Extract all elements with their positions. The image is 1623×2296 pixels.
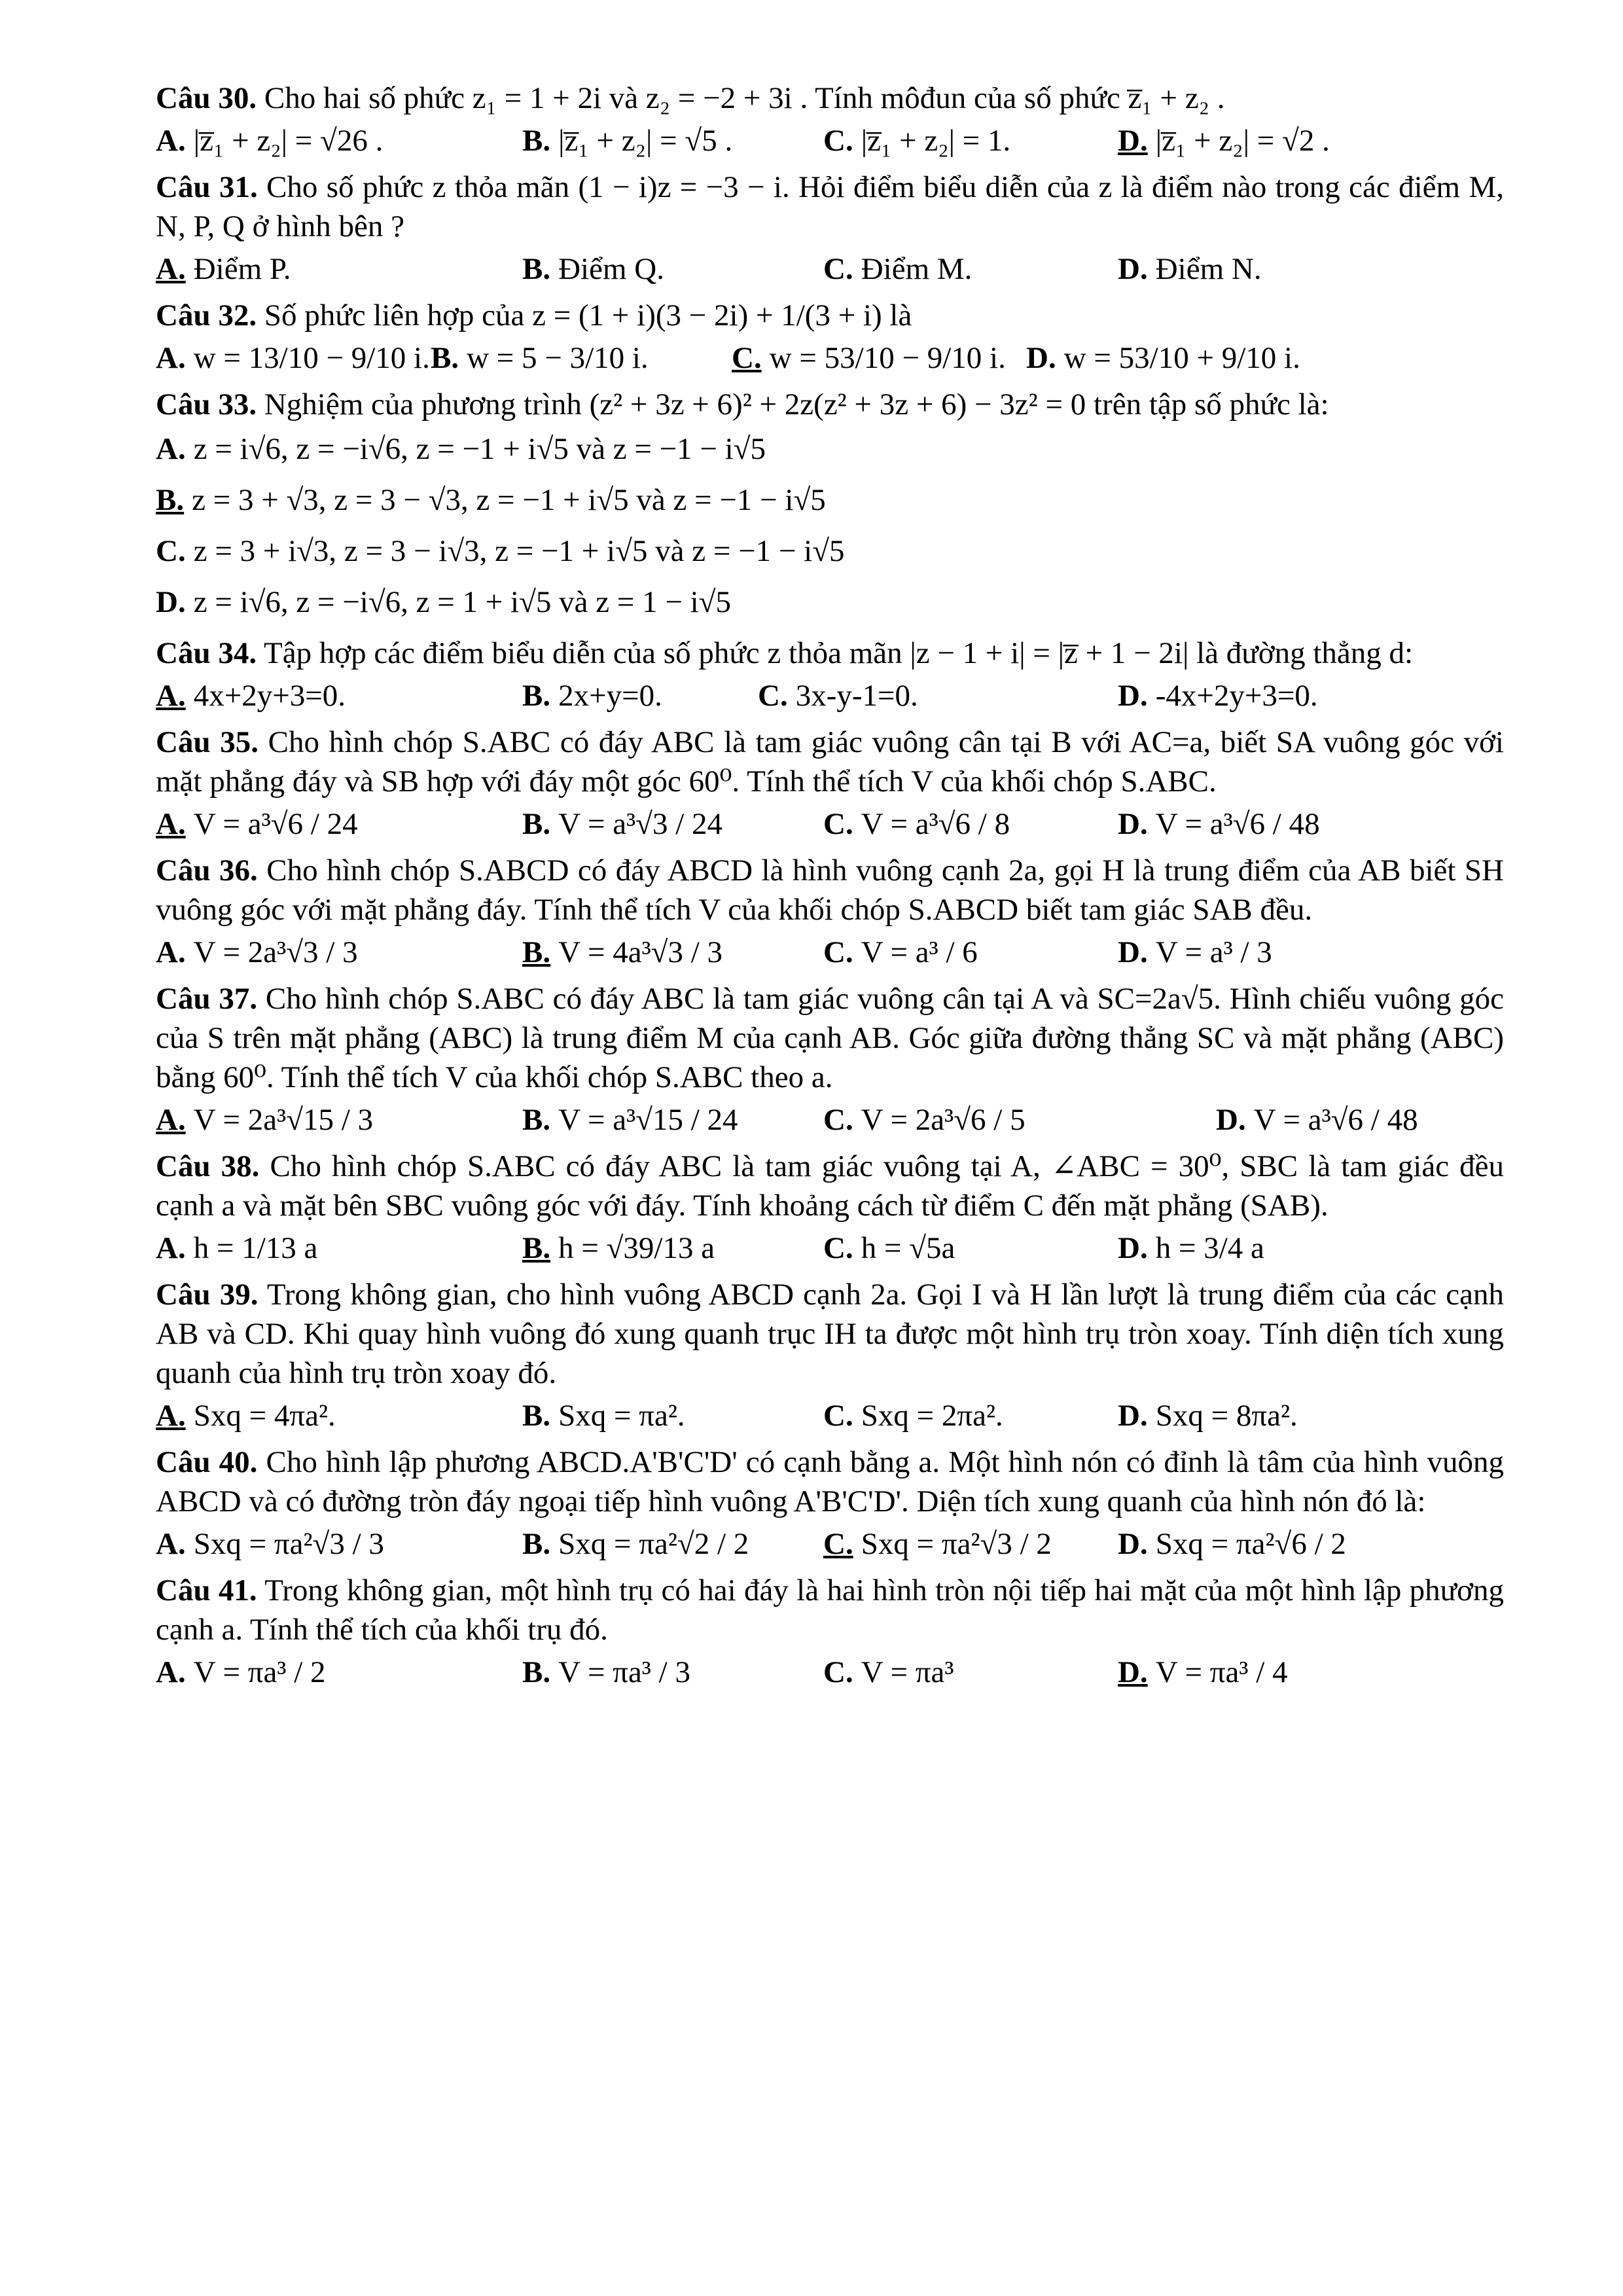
option-a[interactable]: A. z = i√6, z = −i√6, z = −1 + i√5 và z = −1 − i√5 bbox=[156, 432, 766, 466]
option-c[interactable]: C. |z̅₁ + z₂| = 1. bbox=[823, 124, 1011, 158]
options-30 bbox=[156, 120, 1504, 161]
option-a[interactable]: A. V = πa³ / 2 bbox=[156, 1655, 326, 1689]
question-label: Câu 35. bbox=[156, 725, 259, 759]
question-40 bbox=[156, 1443, 1504, 1521]
option-d[interactable]: D. V = a³√6 / 48 bbox=[1118, 807, 1320, 841]
options-32 bbox=[156, 338, 1504, 378]
option-d[interactable]: D. |z̅₁ + z₂| = √2 . bbox=[1118, 124, 1330, 158]
options-40 bbox=[156, 1524, 1504, 1564]
options-38 bbox=[156, 1228, 1504, 1268]
question-text: Cho hình lập phương ABCD.A'B'C'D' có cạnh bằng a. Một hình nón có đỉnh là tâm của hình vuông ABCD và có đường tròn đáy ngoại tiếp hình vuông A'B'C'D'. Diện tích xung quanh của hình nón đó là: bbox=[156, 1445, 1504, 1518]
options-36 bbox=[156, 932, 1504, 973]
option-a[interactable]: A. |z̅₁ + z₂| = √26 . bbox=[156, 124, 383, 158]
question-31 bbox=[156, 168, 1504, 246]
question-30 bbox=[156, 79, 1504, 118]
option-b[interactable]: B. w = 5 − 3/10 i. bbox=[431, 341, 649, 375]
option-d[interactable]: D. Sxq = πa²√6 / 2 bbox=[1118, 1527, 1346, 1561]
question-35 bbox=[156, 723, 1504, 801]
option-c[interactable]: C. 3x-y-1=0. bbox=[758, 679, 918, 713]
option-d[interactable]: D. z = i√6, z = −i√6, z = 1 + i√5 và z = 1 − i√5 bbox=[156, 585, 731, 619]
option-c[interactable]: C. z = 3 + i√3, z = 3 − i√3, z = −1 + i√5 và z = −1 − i√5 bbox=[156, 534, 845, 568]
option-c[interactable]: C. h = √5a bbox=[823, 1231, 955, 1265]
option-b[interactable]: B. V = πa³ / 3 bbox=[522, 1655, 690, 1689]
question-label: Câu 34. bbox=[156, 636, 257, 670]
option-c[interactable]: C. Sxq = 2πa². bbox=[823, 1399, 1003, 1433]
question-label: Câu 30. bbox=[156, 81, 257, 115]
question-label: Câu 40. bbox=[156, 1445, 258, 1479]
option-c[interactable]: C. V = a³ / 6 bbox=[823, 935, 978, 969]
question-list bbox=[156, 79, 1504, 1699]
option-b[interactable]: B. Điểm Q. bbox=[522, 252, 664, 286]
option-a[interactable]: A. Điểm P. bbox=[156, 252, 291, 286]
option-b[interactable]: B. V = a³√15 / 24 bbox=[522, 1103, 738, 1137]
question-label: Câu 39. bbox=[156, 1278, 259, 1312]
question-33 bbox=[156, 385, 1504, 424]
option-d[interactable]: D. w = 53/10 + 9/10 i. bbox=[1026, 341, 1300, 375]
question-text: Nghiệm của phương trình (z² + 3z + 6)² + 2z(z² + 3z + 6) − 3z² = 0 trên tập số phức là: bbox=[264, 387, 1329, 422]
option-d[interactable]: D. h = 3/4 a bbox=[1118, 1231, 1264, 1265]
option-c[interactable]: C. Sxq = πa²√3 / 2 bbox=[823, 1527, 1052, 1561]
question-36 bbox=[156, 851, 1504, 929]
question-34 bbox=[156, 634, 1504, 673]
question-38 bbox=[156, 1147, 1504, 1225]
option-a[interactable]: A. V = a³√6 / 24 bbox=[156, 807, 358, 841]
option-a[interactable]: A. V = 2a³√3 / 3 bbox=[156, 935, 358, 969]
options-31 bbox=[156, 249, 1504, 289]
option-c[interactable]: C. V = a³√6 / 8 bbox=[823, 807, 1010, 841]
question-label: Câu 31. bbox=[156, 170, 258, 204]
option-d[interactable]: D. V = a³ / 3 bbox=[1118, 935, 1272, 969]
option-a[interactable]: A. Sxq = πa²√3 / 3 bbox=[156, 1527, 384, 1561]
option-b[interactable]: B. V = a³√3 / 24 bbox=[522, 807, 723, 841]
question-text: Cho số phức z thỏa mãn (1 − i)z = −3 − i. Hỏi điểm biểu diễn của z là điểm nào trong các điểm M, N, P, Q ở hình bên ? bbox=[156, 170, 1504, 243]
option-a[interactable]: A. V = 2a³√15 / 3 bbox=[156, 1103, 374, 1137]
options-41 bbox=[156, 1652, 1504, 1693]
option-d[interactable]: D. -4x+2y+3=0. bbox=[1118, 679, 1318, 713]
option-d[interactable]: D. Điểm N. bbox=[1118, 252, 1262, 286]
options-35 bbox=[156, 804, 1504, 844]
question-41 bbox=[156, 1571, 1504, 1649]
options-34 bbox=[156, 675, 1504, 716]
question-text: Trong không gian, cho hình vuông ABCD cạnh 2a. Gọi I và H lần lượt là trung điểm của các cạnh AB và CD. Khi quay hình vuông đó xung quanh trục IH ta được một hình trụ tròn xoay. Tính diện tích xung quanh của hình trụ tròn xoay đó. bbox=[156, 1278, 1504, 1390]
option-a[interactable]: A. h = 1/13 a bbox=[156, 1231, 318, 1265]
option-c[interactable]: C. w = 53/10 − 9/10 i. bbox=[732, 341, 1006, 375]
question-text: Số phức liên hợp của z = (1 + i)(3 − 2i) + 1/(3 + i) là bbox=[264, 298, 912, 332]
question-label: Câu 36. bbox=[156, 853, 258, 888]
option-b[interactable]: B. z = 3 + √3, z = 3 − √3, z = −1 + i√5 và z = −1 − i√5 bbox=[156, 483, 826, 517]
options-33 bbox=[156, 429, 1504, 622]
question-label: Câu 38. bbox=[156, 1149, 260, 1183]
option-a[interactable]: A. w = 13/10 − 9/10 i. bbox=[156, 341, 430, 375]
options-39 bbox=[156, 1395, 1504, 1436]
question-text: Cho hình chóp S.ABC có đáy ABC là tam giác vuông cân tại B với AC=a, biết SA vuông góc với mặt phẳng đáy và SB hợp với đáy một góc 60⁰. Tính thể tích V của khối chóp S.ABC. bbox=[156, 725, 1504, 798]
question-text: Trong không gian, một hình trụ có hai đáy là hai hình tròn nội tiếp hai mặt của một hình lập phương cạnh a. Tính thể tích của khối trụ đó. bbox=[156, 1573, 1504, 1647]
option-d[interactable]: D. V = πa³ / 4 bbox=[1118, 1655, 1288, 1689]
question-label: Câu 32. bbox=[156, 298, 257, 332]
option-b[interactable]: B. h = √39/13 a bbox=[522, 1231, 715, 1265]
option-b[interactable]: B. V = 4a³√3 / 3 bbox=[522, 935, 723, 969]
option-b[interactable]: B. |z̅₁ + z₂| = √5 . bbox=[522, 124, 733, 158]
question-text: Cho hình chóp S.ABC có đáy ABC là tam giác vuông cân tại A và SC=2a√5. Hình chiếu vuông góc của S trên mặt phẳng (ABC) là trung điểm M của cạnh AB. Góc giữa đường thẳng SC và mặt phẳng (ABC) bằng 60⁰. Tính thể tích V của khối chóp S.ABC theo a. bbox=[156, 982, 1504, 1094]
option-b[interactable]: B. 2x+y=0. bbox=[522, 679, 662, 713]
question-text: Cho hình chóp S.ABCD có đáy ABCD là hình vuông cạnh 2a, gọi H là trung điểm của AB biết SH vuông góc với mặt phẳng đáy. Tính thể tích V của khối chóp S.ABCD biết tam giác SAB đều. bbox=[156, 853, 1504, 927]
question-label: Câu 33. bbox=[156, 387, 257, 422]
option-d[interactable]: D. V = a³√6 / 48 bbox=[1216, 1103, 1418, 1137]
option-c[interactable]: C. Điểm M. bbox=[823, 252, 972, 286]
question-37 bbox=[156, 979, 1504, 1097]
question-32 bbox=[156, 296, 1504, 335]
question-text: Cho hai số phức z₁ = 1 + 2i và z₂ = −2 + 3i . Tính môđun của số phức z̅₁ + z₂ . bbox=[264, 81, 1225, 115]
option-c[interactable]: C. V = πa³ bbox=[823, 1655, 954, 1689]
option-b[interactable]: B. Sxq = πa²√2 / 2 bbox=[522, 1527, 749, 1561]
question-text: Cho hình chóp S.ABC có đáy ABC là tam giác vuông tại A, ∠ABC = 30⁰, SBC là tam giác đều cạnh a và mặt bên SBC vuông góc với đáy. Tính khoảng cách từ điểm C đến mặt phẳng (SAB). bbox=[156, 1149, 1504, 1223]
question-39 bbox=[156, 1275, 1504, 1393]
question-text: Tập hợp các điểm biểu diễn của số phức z thỏa mãn |z − 1 + i| = |z̅ + 1 − 2i| là đường thẳng d: bbox=[264, 636, 1414, 670]
option-d[interactable]: D. Sxq = 8πa². bbox=[1118, 1399, 1298, 1433]
option-a[interactable]: A. 4x+2y+3=0. bbox=[156, 679, 346, 713]
option-a[interactable]: A. Sxq = 4πa². bbox=[156, 1399, 336, 1433]
option-c[interactable]: C. V = 2a³√6 / 5 bbox=[823, 1103, 1026, 1137]
question-label: Câu 41. bbox=[156, 1573, 257, 1607]
options-37 bbox=[156, 1100, 1504, 1140]
option-b[interactable]: B. Sxq = πa². bbox=[522, 1399, 685, 1433]
question-label: Câu 37. bbox=[156, 982, 258, 1016]
